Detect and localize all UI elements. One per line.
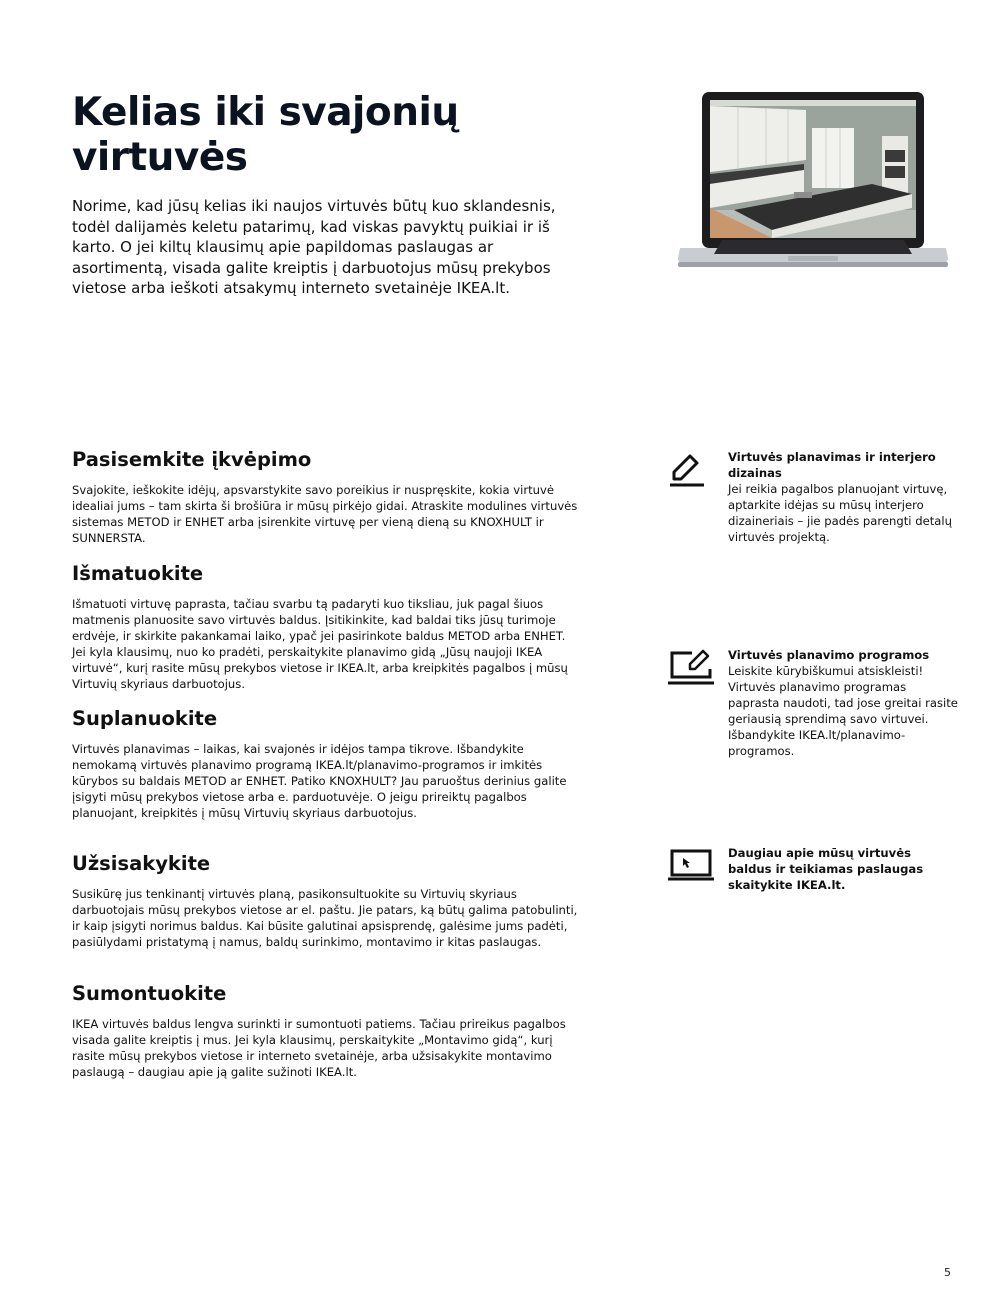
- section-heading: Sumontuokite: [72, 982, 227, 1005]
- section-heading: Suplanuokite: [72, 707, 218, 730]
- section-body: Susikūrę jus tenkinantį virtuvės planą, pasikonsultuokite su Virtuvių skyriaus darbuotojais mūsų prekybos vietose ar el. paštu. Jie patars, ką būtų galima patobulinti, ir kaip įsigyti norimus baldus. Kai būsite galutinai apsisprendę, galėsime jums padėti, pasiūlydami pristatymą į namus, baldų surinkimo, montavimo ir kitas paslaugas.: [72, 887, 578, 949]
- tip-title: Virtuvės planavimo programos: [728, 648, 930, 662]
- section-body: Išmatuoti virtuvę paprasta, tačiau svarbu tą padaryti kuo tiksliau, juk pagal šiuos matmenis planuosite savo virtuvės baldus. Įsitikinkite, kad baldai tiks jūsų turimoje erdvėje, ir skirkite pakankamai laiko, ypač jei pasirinkote baldus METOD arba ENHET. Jei kyla klausimų, nuo ko pradėti, perskaitykite planavimo gidą „Jūsų naujoji IKEA virtuvė“, kurį rasite mūsų prekybos vietose ir IKEA.lt, arba kreipkitės pagalbos į mūsų Virtuvių skyriaus darbuotojus.: [72, 597, 568, 691]
- tip-title: Daugiau apie mūsų virtuvės baldus ir teikiamas paslaugas skaitykite IKEA.lt.: [728, 846, 924, 892]
- section-plan: [72, 707, 582, 821]
- section-body: Svajokite, ieškokite idėjų, apsvarstykite savo poreikius ir nuspręskite, kokia virtuvė idealiai jums – tam skirta ši brošiūra ir mūsų pirkėjo gidai. Atraskite modulines virtuvės sistemas METOD ir ENHET arba įsirenkite virtuvę per vieną dieną su KNOXHULT ir SUNNERSTA.: [72, 483, 578, 545]
- laptop-cursor-icon: [666, 845, 716, 885]
- section-measure: [72, 562, 582, 692]
- intro-paragraph: Norime, kad jūsų kelias iki naujos virtuvės būtų kuo sklandesnis, todėl dalijamės keletu patarimų, kad viskas pavyktų puikiai ir iš karto. O jei kiltų klausimų apie papildomas paslaugas ar asortimentą, visada galite kreiptis į darbuotojus mūsų prekybos vietose arba ieškoti atsakymų interneto svetainėje IKEA.lt.: [72, 197, 556, 297]
- section-order: [72, 852, 582, 950]
- section-inspiration: [72, 448, 582, 546]
- section-body: Virtuvės planavimas – laikas, kai svajonės ir idėjos tampa tikrove. Išbandykite nemokamą virtuvės planavimo programą IKEA.lt/planavimo-programos ir imkitės kūrybos su baldais METOD ar ENHET. Patiko KNOXHULT? Jau paruoštus derinius galite įsigyti mūsų prekybos vietose arba e. parduotuvėje. O jeigu prireiktų pagalbos planuojant, kreipkitės į mūsų Virtuvių skyriaus darbuotojus.: [72, 742, 567, 820]
- section-assemble: [72, 982, 582, 1080]
- section-body: IKEA virtuvės baldus lengva surinkti ir sumontuoti patiems. Tačiau prireikus pagalbos visada galite kreiptis į mus. Jei kyla klausimų, perskaitykite „Montavimo gidą“, kurį rasite mūsų prekybos vietose ir interneto svetainėje, arba užsisakykite montavimo paslaugą – daugiau apie ją galite sužinoti IKEA.lt.: [72, 1017, 566, 1079]
- section-heading: Pasisemkite įkvėpimo: [72, 448, 312, 471]
- tip-body: Leiskite kūrybiškumui atsiskleisti! Virtuvės planavimo programas paprasta naudoti, tad jose greitai rasite geriausią sprendimą savo virtuvei. Išbandykite IKEA.lt/planavimo-programos.: [728, 664, 958, 758]
- tip-title: Virtuvės planavimas ir interjero dizainas: [728, 450, 936, 480]
- page-title: Kelias iki svajonių virtuvės: [72, 90, 459, 180]
- section-heading: Užsisakykite: [72, 852, 211, 875]
- section-heading: Išmatuokite: [72, 562, 204, 585]
- page-number: 5: [944, 1266, 951, 1279]
- laptop-kitchen-image: [676, 92, 950, 272]
- pencil-icon: [666, 449, 716, 489]
- laptop-edit-icon: [666, 647, 716, 687]
- tip-body: Jei reikia pagalbos planuojant virtuvę, aptarkite idėjas su mūsų interjero dizaineriais – jie padės parengti detalų virtuvės projektą.: [728, 482, 952, 544]
